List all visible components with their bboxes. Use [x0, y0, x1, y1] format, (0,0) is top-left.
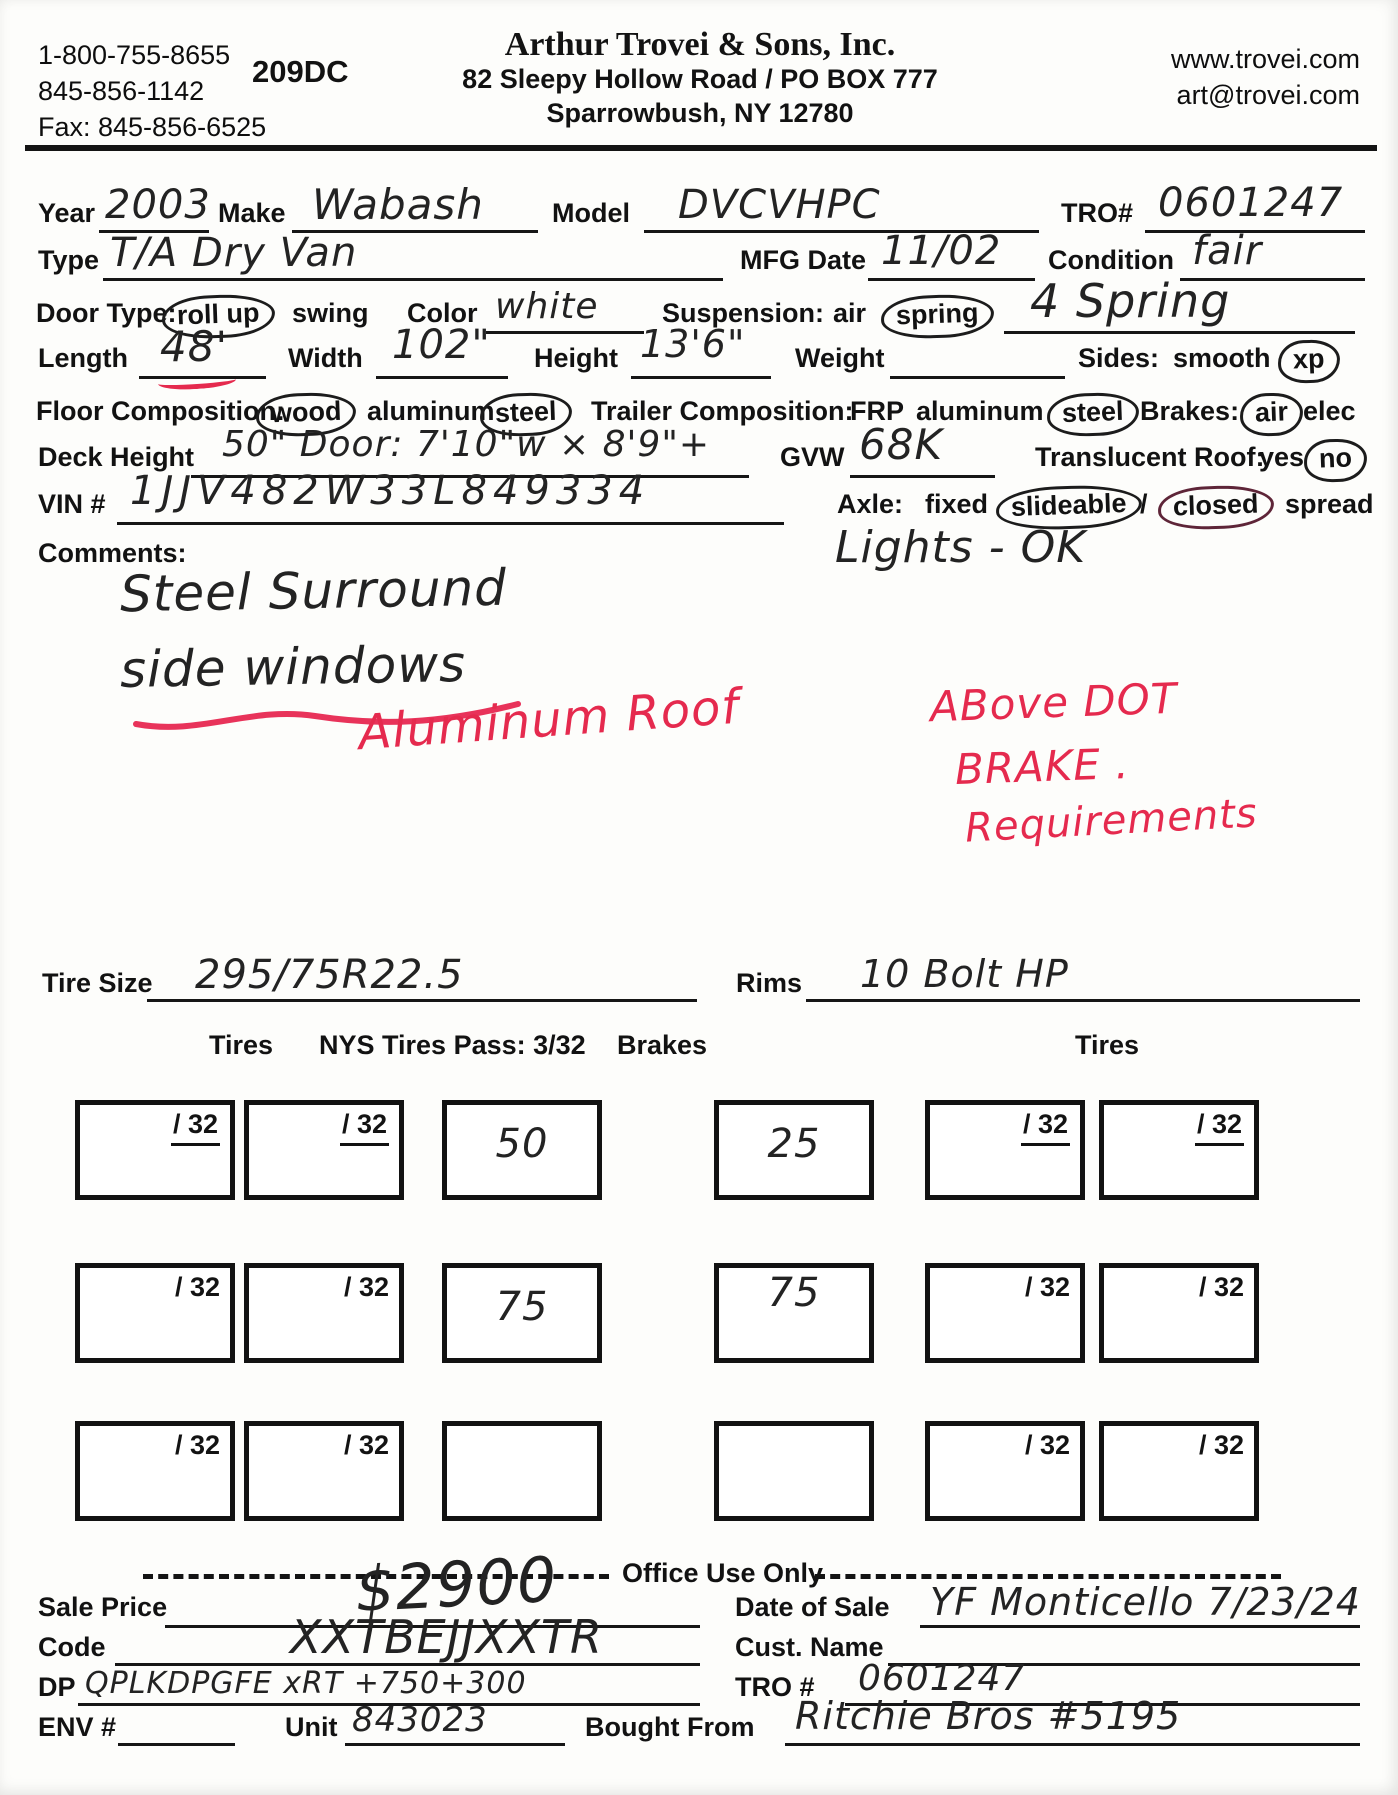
code-label: Code [38, 1632, 106, 1662]
tire-measure-box [925, 1421, 1085, 1521]
company-website: www.trovei.com [1170, 44, 1360, 74]
brakes-air-option-circled: air [1239, 392, 1303, 437]
suspension-air-option: air [833, 298, 867, 328]
field-underline [1004, 331, 1355, 334]
tire-size-label: Tire Size [42, 968, 153, 998]
model-label: Model [552, 198, 630, 228]
tire-measure-box [1099, 1100, 1259, 1200]
per32-fraction: / 32 [1021, 1109, 1070, 1146]
brake-measure-box [442, 1421, 602, 1521]
env-number-label: ENV # [38, 1712, 117, 1742]
sides-xp-option-circled: xp [1277, 339, 1340, 384]
form-code: 209DC [252, 54, 349, 89]
brake-measure-box [442, 1100, 602, 1200]
unit-label: Unit [285, 1712, 338, 1742]
roof-no-option-circled: no [1303, 438, 1367, 483]
brake-value: 25 [767, 1121, 821, 1167]
suspension-spring-option-circled: spring [880, 293, 994, 340]
sale-price-value: $2900 [353, 1542, 560, 1627]
roof-yes-option: yes [1259, 442, 1305, 472]
door-type-rollup-option-circled: roll up [161, 293, 275, 340]
suspension-label: Suspension: [662, 298, 825, 328]
company-name: Arthur Trovei & Sons, Inc. [504, 26, 896, 63]
field-underline [850, 475, 995, 478]
tire-measure-box [925, 1263, 1085, 1363]
tires-left-column-label: Tires [209, 1030, 274, 1060]
type-value: T/A Dry Van [110, 230, 358, 276]
field-underline [806, 999, 1360, 1002]
make-label: Make [218, 198, 286, 228]
red-roof-note: Aluminum Roof [356, 678, 742, 762]
door-type-swing-option: swing [292, 298, 369, 328]
sides-smooth-option: smooth [1173, 343, 1271, 373]
red-underline-mark [158, 371, 237, 391]
fax-number: Fax: 845-856-6525 [38, 112, 267, 142]
length-value: 48' [160, 322, 228, 371]
date-of-sale-label: Date of Sale [735, 1592, 890, 1622]
tire-measure-box [244, 1100, 404, 1200]
tro-label: TRO# [1061, 198, 1134, 228]
per32-fraction: / 32 [174, 1430, 220, 1460]
axle-closed-option-circled: closed [1157, 484, 1274, 531]
brake-value: 75 [495, 1284, 549, 1330]
dp-label: DP [38, 1672, 76, 1702]
phone-tollfree: 1-800-755-8655 [38, 40, 231, 70]
gvw-label: GVW [780, 442, 845, 472]
tire-measure-box [75, 1263, 235, 1363]
customer-name-label: Cust. Name [735, 1632, 884, 1662]
per32-fraction: / 32 [1024, 1430, 1070, 1460]
deck-height-value: 50" Door: 7'10"w × 8'9"+ [222, 424, 711, 465]
make-value: Wabash [312, 180, 484, 229]
axle-slideable-option-circled: slideable [995, 483, 1142, 531]
axle-label: Axle: [837, 489, 904, 519]
field-underline [147, 999, 697, 1002]
weight-label: Weight [795, 343, 885, 373]
field-underline [785, 1743, 1360, 1746]
sides-label: Sides: [1078, 343, 1160, 373]
office-use-only-label: Office Use Only [622, 1558, 824, 1588]
axle-spread-option: spread [1285, 489, 1374, 519]
company-address-line2: Sparrowbush, NY 12780 [546, 98, 854, 128]
field-underline [103, 278, 723, 281]
per32-fraction: / 32 [343, 1430, 389, 1460]
color-label: Color [407, 298, 478, 328]
tires-right-column-label: Tires [1075, 1030, 1140, 1060]
company-email: art@trovei.com [1176, 80, 1360, 110]
condition-label: Condition [1048, 245, 1174, 275]
per32-fraction: / 32 [171, 1109, 220, 1146]
sale-price-label: Sale Price [38, 1592, 168, 1622]
comments-label: Comments: [38, 538, 187, 568]
field-underline [920, 1625, 1360, 1628]
axle-separator: / [1140, 489, 1148, 519]
office-divider-dashes [815, 1574, 1281, 1579]
tire-measure-box [925, 1100, 1085, 1200]
translucent-roof-label: Translucent Roof: [1035, 442, 1265, 472]
vin-label: VIN # [38, 489, 106, 519]
bought-from-label: Bought From [585, 1712, 755, 1742]
tire-measure-box [1099, 1263, 1259, 1363]
red-dot-note-line-3: Requirements [963, 790, 1259, 852]
vin-value: 1JJV482W33L849334 [130, 468, 651, 514]
code-value: XXTBEJJXXTR [290, 1610, 603, 1664]
field-underline [117, 522, 784, 525]
dp-value: QPLKDPGFE xRT +750+300 [85, 1666, 527, 1701]
height-value: 13'6" [640, 322, 746, 366]
condition-value: fair [1192, 228, 1263, 274]
per32-fraction: / 32 [340, 1109, 389, 1146]
rims-value: 10 Bolt HP [860, 952, 1069, 996]
year-label: Year [38, 198, 96, 228]
width-label: Width [288, 343, 363, 373]
trailer-composition-label: Trailer Composition: [591, 396, 854, 426]
floor-wood-option-circled: wood [255, 391, 357, 437]
deck-height-label: Deck Height [38, 442, 195, 472]
tire-size-value: 295/75R22.5 [195, 952, 464, 998]
bought-from-value: Ritchie Bros #5195 [795, 1694, 1182, 1738]
brake-value: 50 [495, 1121, 549, 1167]
tro-value: 0601247 [1158, 180, 1344, 226]
brake-measure-box [442, 1263, 602, 1363]
gvw-value: 68K [859, 420, 943, 469]
length-label: Length [38, 343, 128, 373]
field-underline [376, 376, 508, 379]
red-dot-note-line-1: ABove DOT [929, 673, 1179, 732]
per32-fraction: / 32 [1195, 1109, 1244, 1146]
per32-fraction: / 32 [1024, 1272, 1070, 1302]
brake-measure-box [714, 1263, 874, 1363]
trailer-steel-option-circled: steel [1046, 391, 1139, 437]
brake-value: 75 [767, 1270, 821, 1316]
year-value: 2003 [105, 182, 211, 228]
floor-composition-label: Floor Composition: [36, 396, 285, 426]
comment-line-2: side windows [119, 634, 467, 700]
comment-line-1: Steel Surround [119, 558, 508, 624]
axle-fixed-option: fixed [925, 489, 989, 519]
field-underline [890, 376, 1065, 379]
field-underline [486, 331, 644, 334]
per32-fraction: / 32 [1198, 1430, 1244, 1460]
per32-fraction: / 32 [174, 1272, 220, 1302]
office-tro-value: 0601247 [858, 1658, 1026, 1699]
brake-measure-box [714, 1421, 874, 1521]
field-underline [631, 376, 771, 379]
phone-local: 845-856-1142 [38, 76, 205, 106]
brakes-label: Brakes: [1140, 396, 1240, 426]
width-value: 102" [392, 322, 491, 368]
tire-measure-box [1099, 1421, 1259, 1521]
per32-fraction: / 32 [1198, 1272, 1244, 1302]
mfg-date-label: MFG Date [740, 245, 867, 275]
brakes-column-label: Brakes [617, 1030, 708, 1060]
field-underline [868, 278, 1035, 281]
brake-measure-box [714, 1100, 874, 1200]
tire-measure-box [75, 1100, 235, 1200]
office-tro-label: TRO # [735, 1672, 815, 1702]
red-dot-note-line-2: BRAKE . [954, 738, 1131, 795]
per32-fraction: / 32 [343, 1272, 389, 1302]
trailer-frp-option: FRP [850, 396, 904, 426]
lights-note: Lights - OK [835, 522, 1087, 573]
unit-value: 843023 [352, 1700, 488, 1740]
tire-measure-box [75, 1421, 235, 1521]
date-of-sale-value: YF Monticello 7/23/24 [930, 1580, 1361, 1624]
nys-tires-pass-label: NYS Tires Pass: 3/32 [319, 1030, 586, 1060]
field-underline [345, 1743, 565, 1746]
tire-measure-box [244, 1421, 404, 1521]
mfg-date-value: 11/02 [881, 228, 1002, 274]
field-underline [118, 1743, 235, 1746]
rims-label: Rims [736, 968, 803, 998]
height-label: Height [534, 343, 618, 373]
door-type-label: Door Type: [36, 298, 177, 328]
trailer-aluminum-option: aluminum [916, 396, 1044, 426]
type-label: Type [38, 245, 100, 275]
floor-aluminum-option: aluminum [367, 396, 495, 426]
header-divider-rule [25, 145, 1377, 151]
model-value: DVCVHPC [678, 182, 881, 228]
company-address-line1: 82 Sleepy Hollow Road / PO BOX 777 [462, 64, 938, 94]
floor-steel-option-circled: steel [479, 391, 572, 437]
color-value: white [495, 286, 599, 327]
suspension-value: 4 Spring [1030, 274, 1231, 328]
tire-measure-box [244, 1263, 404, 1363]
brakes-elec-option: elec [1303, 396, 1356, 426]
